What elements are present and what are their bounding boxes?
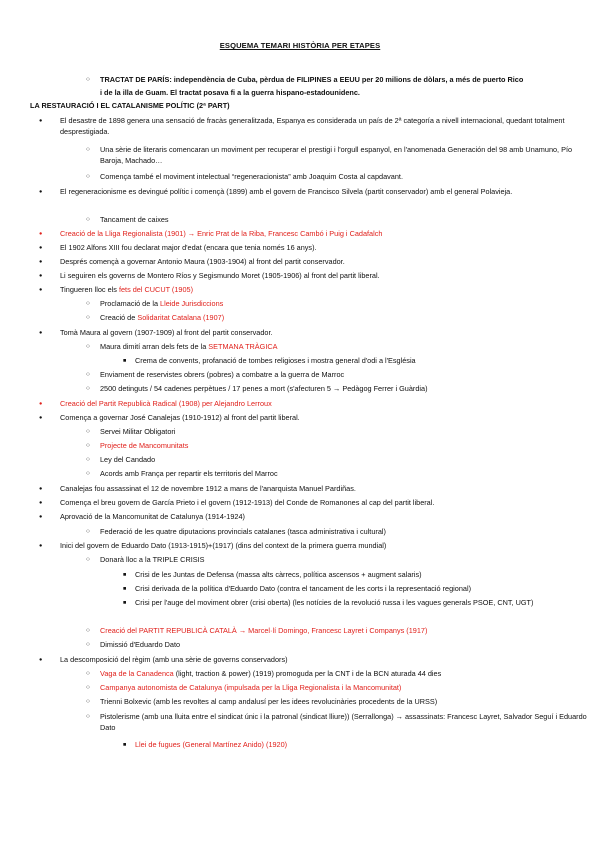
list-item: ■ Crisi per l'auge del moviment obrer (crisi oberta) (les notícies de la revolució russa i les vagues generals PSOE, CNT, UGT)	[135, 598, 587, 609]
list-item: ○ Servei Militar Obligatori	[100, 427, 175, 438]
list-item: ● El desastre de 1898 genera una sensació de fracàs generalitzada, Espanya es considerada un país de 2ª categoría a nivell internacional, quedant totalment desprestigiada.	[60, 116, 570, 137]
list-item-continuation: i de la illa de Guam. El tractat posava fi a la guerra hispano-estadounidenc.	[100, 88, 360, 97]
list-item: ○ Donarà lloc a la TRIPLE CRISIS	[100, 555, 205, 566]
list-item: ● Tingueren lloc els fets del CUCUT (1905)	[60, 285, 193, 296]
list-item: ● La descomposició del règim (amb una sèrie de governs conservadors)	[60, 655, 288, 666]
list-item: ○ Campanya autonomista de Catalunya (impulsada per la Lliga Regionalista i la Mancomunitat)	[100, 683, 401, 694]
list-item: ■ Crisi derivada de la política d'Eduardo Dato (contra el tancament de les corts i la representació regional)	[135, 584, 471, 595]
list-item: ○ Federació de les quatre diputacions provincials catalanes (tasca administrativa i cultural)	[100, 527, 386, 538]
list-item: ○ Pistolerisme (amb una lluita entre el sindicat únic i la patronal (sindicat lliure)) (Serrallonga) → assassinats: Francesc Layret, Salvador Seguí i Eduardo Dato	[100, 712, 590, 733]
list-item: ● Creació de la Lliga Regionalista (1901) → Enric Prat de la Riba, Francesc Cambó i Puig i Cadafalch	[60, 229, 382, 240]
list-item: ○ Ley del Candado	[100, 455, 155, 466]
list-item: ○ Acords amb França per repartir els territoris del Marroc	[100, 469, 278, 480]
list-item: ● Inici del govern de Eduardo Dato (1913-1915)+(1917) (dins del context de la primera guerra mundial)	[60, 541, 386, 552]
list-item: ■ Crema de convents, profanació de tombes religioses i mostra general d'odi a l'Església	[135, 356, 416, 367]
list-item: ○ Trienni Bolxevic (amb les revoltes al camp andalusí per les idees revolucinàries procedents de la URSS)	[100, 697, 437, 708]
list-item: ● Canalejas fou assassinat el 12 de novembre 1912 a mans de l'anarquista Manuel Pardiñas.	[60, 484, 356, 495]
list-item: ● Tomà Maura al govern (1907-1909) al front del partit conservador.	[60, 328, 273, 339]
list-item: ● Li seguiren els governs de Montero Ríos y Segismundo Moret (1905-1906) al front del partit liberal.	[60, 271, 380, 282]
list-item: ○ TRACTAT DE PARÍS: independència de Cuba, pèrdua de FILIPINES a EEUU per 20 milions de dòlars, a més de puerto Rico	[100, 75, 523, 86]
list-item: ● El 1902 Alfons XIII fou declarat major d'edat (encara que tenia només 16 anys).	[60, 243, 317, 254]
list-item: ○ Comença també el moviment intelectual “regeneracionista” amb Joaquim Costa al capdavant.	[100, 172, 403, 183]
list-item: ○ Tancament de caixes	[100, 215, 169, 226]
list-item: ■ Crisi de les Juntas de Defensa (massa alts càrrecs, política ascensos + augment salaris)	[135, 570, 422, 581]
list-item: ○ Projecte de Mancomunitats	[100, 441, 188, 452]
list-item: ● Aprovació de la Mancomunitat de Catalunya (1914-1924)	[60, 512, 245, 523]
list-item: ○ Proclamació de la Lleide Jurisdiccions	[100, 299, 223, 310]
list-item: ○ Vaga de la Canadenca (light, traction & power) (1919) promoguda per la CNT i de la BCN aturada 44 dies	[100, 669, 441, 680]
list-item: ○ Enviament de reservistes obrers (pobres) a combatre a la guerra de Marroc	[100, 370, 344, 381]
list-item: ○ Una sèrie de literaris comencaran un moviment per recuperar el prestigi i l'orgull espanyol, en l'anomenada Generación del 98 amb Unamuno, Pío Baroja, Machado…	[100, 145, 590, 166]
list-item: ● Comença el breu govern de García Prieto i el govern (1912-1913) del Conde de Romanones al cap del partit liberal.	[60, 498, 434, 509]
section-heading: LA RESTAURACIÓ I EL CATALANISME POLÍTIC (2ª PART)	[30, 101, 230, 110]
list-item: ○ Creació de Solidaritat Catalana (1907)	[100, 313, 224, 324]
list-item: ● Comença a governar José Canalejas (1910-1912) al front del partit liberal.	[60, 413, 300, 424]
list-item: ● Creació del Partit Republicà Radical (1908) per Alejandro Lerroux	[60, 399, 272, 410]
list-item: ● El regeneracionisme es devingué polític i començà (1899) amb el govern de Francisco Silvela (partit conservador) amb el general Polavieja.	[60, 187, 570, 198]
document-title: ESQUEMA TEMARI HISTÒRIA PER ETAPES	[219, 41, 381, 50]
list-item: ● Després començà a governar Antonio Maura (1903-1904) al front del partit conservador.	[60, 257, 345, 268]
list-item: ○ Maura dimití arran dels fets de la SETMANA TRÀGICA	[100, 342, 278, 353]
list-item: ○ 2500 detinguts / 54 cadenes perpètues / 17 penes a mort (s'afecturen 5 → Pedàgog Ferrer i Guàrdia)	[100, 384, 428, 395]
list-item: ○ Dimissió d'Eduardo Dato	[100, 640, 180, 651]
list-item: ○ Creació del PARTIT REPUBLICÀ CATALÀ → Marcel·lí Domingo, Francesc Layret i Companys (1917)	[100, 626, 427, 637]
list-item: ■ Llei de fugues (General Martínez Anido) (1920)	[135, 740, 287, 751]
